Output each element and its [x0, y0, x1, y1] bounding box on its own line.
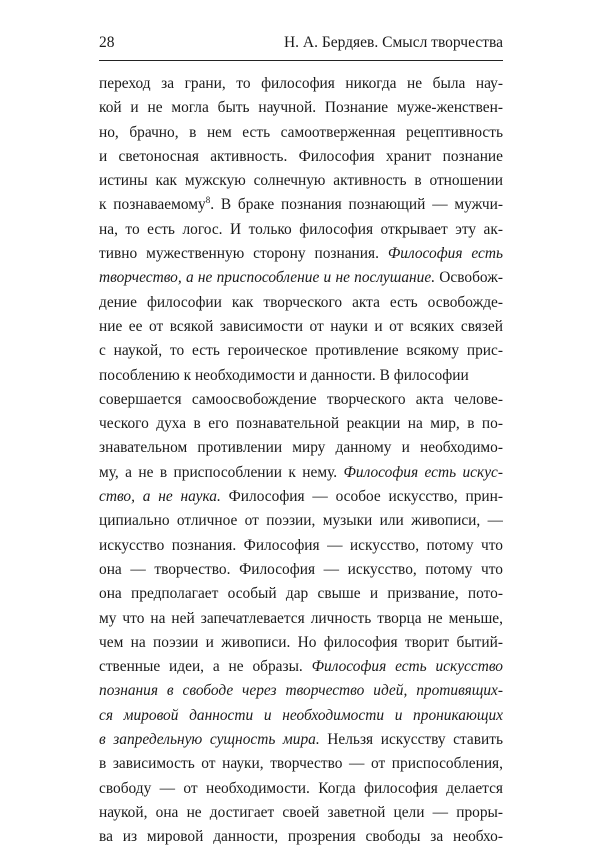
- text-segment: в зависимость от науки, творчество — от приспособления,: [99, 755, 503, 773]
- italic-segment: ся мировой данности и необходимости и проникающих: [99, 706, 503, 724]
- text-line: [99, 145, 503, 169]
- text-line: [99, 436, 503, 460]
- text-line: [99, 728, 503, 752]
- body-text: [99, 72, 503, 850]
- text-line: [99, 607, 503, 631]
- text-segment: Нельзя искусству ставить: [319, 731, 503, 749]
- text-segment: наукой, она не достигает своей заветной цели — проры-: [99, 803, 503, 821]
- text-line: [99, 193, 503, 217]
- text-segment: му, а не в приспособлении к нему.: [99, 463, 344, 481]
- text-line: [99, 534, 503, 558]
- text-line: [99, 169, 503, 193]
- text-segment: на, то есть логос. И только философия открывает эту ак-: [99, 220, 503, 238]
- text-line: [99, 582, 503, 606]
- page-header: [99, 30, 503, 56]
- text-line: [99, 461, 503, 485]
- italic-segment: Философия есть искусство: [311, 658, 503, 676]
- text-segment: ва из мировой данности, прозрения свободы за необхо-: [99, 828, 503, 846]
- text-line: [99, 266, 503, 290]
- text-segment: му что на ней запечатлевается личность творца не меньше,: [99, 609, 503, 627]
- text-line: [99, 825, 503, 849]
- text-segment: дение философии как творческого акта есть освобожде-: [99, 293, 503, 311]
- text-segment: и светоносная активность. Философия хранит познание: [99, 147, 503, 165]
- text-segment: чем на поэзии и живописи. Но философия творит бытий-: [99, 633, 503, 651]
- text-line: [99, 315, 503, 339]
- text-line: [99, 509, 503, 533]
- running-title: Н. А. Бердяев. Смысл творчества: [283, 34, 503, 51]
- text-segment: она предполагает особый дар свыше и призвание, пото-: [99, 585, 503, 603]
- text-line: [99, 388, 503, 412]
- text-segment: но, брачно, в нем есть самоотверженная рецептивность: [99, 123, 503, 141]
- text-segment: истины как мужскую солнечную активность в отношении: [99, 172, 503, 190]
- text-line: [99, 631, 503, 655]
- text-line: [99, 777, 503, 801]
- text-line: [99, 752, 503, 776]
- text-segment: она — творчество. Философия — искусство, потому что: [99, 560, 503, 578]
- text-line: [99, 218, 503, 242]
- footnote-ref: 8: [205, 195, 211, 206]
- text-line: [99, 558, 503, 582]
- text-line: [99, 364, 503, 388]
- text-line: [99, 412, 503, 436]
- text-line: [99, 801, 503, 825]
- text-segment: искусство познания. Философия — искусство, потому что: [99, 536, 503, 554]
- text-line: [99, 291, 503, 315]
- italic-segment: Философия есть искус-: [343, 463, 503, 481]
- italic-segment: ство, а не наука.: [99, 488, 221, 506]
- text-segment: . В браке познания познающий — мужчи-: [210, 196, 503, 214]
- text-segment: кой и не могла быть научной. Познание муже-женствен-: [99, 99, 503, 117]
- text-segment: тивно мужественную сторону познания.: [99, 245, 388, 263]
- text-line: [99, 679, 503, 703]
- text-line: [99, 704, 503, 728]
- text-segment: ческого духа в его познавательной реакции на мир, в по-: [99, 415, 503, 433]
- text-segment: переход за грани, то философия никогда не была нау-: [99, 75, 503, 92]
- text-line: [99, 655, 503, 679]
- text-segment: ственные идеи, а не образы.: [99, 658, 312, 676]
- text-segment: Философия — особое искусство, прин-: [220, 488, 503, 506]
- italic-segment: творчество, а не приспособление и не послушание.: [99, 269, 436, 287]
- header-rule: [99, 60, 503, 61]
- text-segment: пособлению к необходимости и данности. В философии: [99, 366, 469, 384]
- text-line: [99, 485, 503, 509]
- text-segment: ципиально отличное от поэзии, музыки или живописи, —: [99, 512, 503, 530]
- italic-segment: в запредельную сущность мира.: [99, 731, 320, 749]
- text-segment: знавательном противлении миру данному и необходимо-: [99, 439, 503, 457]
- text-segment: совершается самоосвобождение творческого акта челове-: [99, 390, 503, 408]
- text-segment: Освобож-: [435, 269, 503, 287]
- text-segment: с наукой, то есть героическое противление всякому прис-: [99, 342, 503, 360]
- text-segment: ние ее от всякой зависимости от науки и от всяких связей: [99, 317, 503, 335]
- italic-segment: познания в свободе через творчество идей, противящих-: [99, 682, 503, 700]
- text-line: [99, 339, 503, 363]
- italic-segment: Философия есть: [387, 245, 503, 263]
- text-line: [99, 121, 503, 145]
- text-segment: к познаваемому: [99, 196, 206, 214]
- text-line: [99, 242, 503, 266]
- text-line: [99, 72, 503, 96]
- text-line: [99, 96, 503, 120]
- page-number: 28: [99, 34, 115, 51]
- text-segment: свободу — от необходимости. Когда философия делается: [99, 779, 503, 797]
